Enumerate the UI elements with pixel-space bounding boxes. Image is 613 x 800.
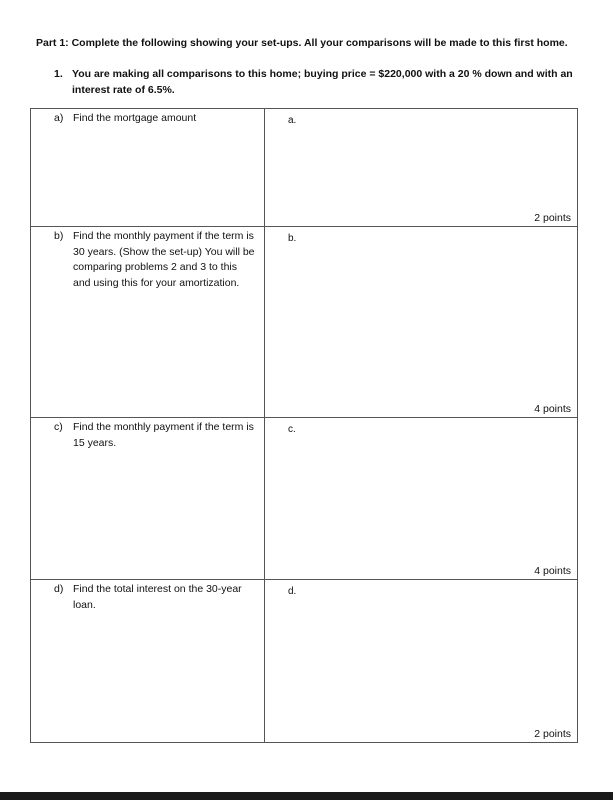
- prompt-text: Find the monthly payment if the term is 15 years.: [73, 421, 254, 449]
- answer-label: a.: [288, 115, 297, 126]
- row-letter: c): [54, 421, 63, 433]
- prompt-c: [31, 418, 264, 451]
- answer-label: c.: [288, 424, 296, 435]
- answer-cell-c[interactable]: [265, 418, 578, 580]
- prompt-text: Find the mortgage amount: [73, 112, 197, 124]
- row-letter: d): [54, 583, 64, 595]
- row-letter: a): [54, 112, 64, 124]
- question-number: 1.: [54, 68, 63, 80]
- prompt-b: [31, 227, 264, 291]
- answer-label: d.: [288, 586, 297, 597]
- prompt-cell-c: [31, 418, 265, 580]
- worksheet-table: [30, 108, 578, 743]
- points-label: 4 points: [534, 402, 571, 415]
- points-label: 2 points: [534, 727, 571, 740]
- row-letter: b): [54, 230, 64, 242]
- answer-label: b.: [288, 233, 297, 244]
- prompt-d: [31, 580, 264, 613]
- points-label: 2 points: [534, 211, 571, 224]
- answer-cell-d[interactable]: [265, 580, 578, 743]
- table-row: [31, 109, 578, 227]
- prompt-cell-d: [31, 580, 265, 743]
- answer-cell-a[interactable]: [265, 109, 578, 227]
- prompt-cell-b: [31, 227, 265, 418]
- question-text: You are making all comparisons to this home; buying price = $220,000 with a 20 % down and with an interest rate of 6.5%.: [72, 68, 573, 96]
- part-heading: Part 1: Complete the following showing your set-ups. All your comparisons will be made to this first home.: [36, 37, 568, 49]
- answer-cell-b[interactable]: [265, 227, 578, 418]
- prompt-text: Find the total interest on the 30-year loan.: [73, 583, 242, 611]
- table-row: [31, 227, 578, 418]
- table-row: [31, 580, 578, 743]
- bottom-bar: [0, 792, 613, 800]
- prompt-cell-a: [31, 109, 265, 227]
- prompt-a: [31, 109, 264, 127]
- question-1: [54, 66, 584, 98]
- points-label: 4 points: [534, 564, 571, 577]
- prompt-text: Find the monthly payment if the term is 30 years. (Show the set-up) You will be comparing problems 2 and 3 to this and using this for your amortization.: [73, 230, 255, 289]
- table-row: [31, 418, 578, 580]
